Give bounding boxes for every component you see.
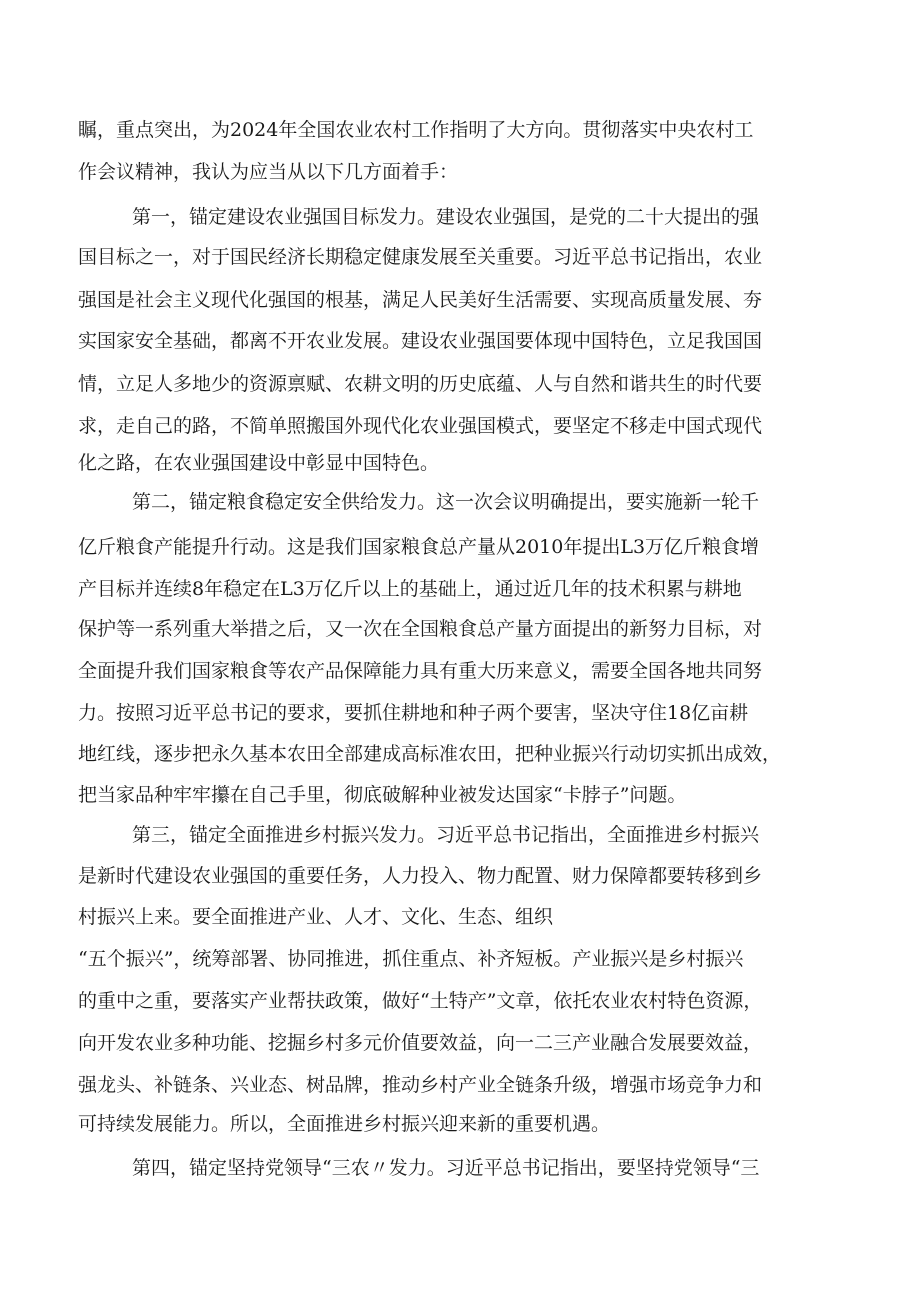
text-line: 把当家品种牢牢攥在自己手里，彻底破解种业被发达国家“卡脖子”问题。	[78, 784, 687, 806]
text-line: 强国是社会主义现代化强国的根基，满足人民美好生活需要、实现高质量发展、夯	[78, 289, 763, 311]
text-line: 瞩，重点突出，为2024年全国农业农村工作指明了大方向。贯彻落实中央农村工	[78, 119, 754, 141]
paragraph-first-line: 第三，锚定全面推进乡村振兴发力。习近平总书记指出，全面推进乡村振兴	[132, 824, 760, 846]
text-line: 可持续发展能力。所以，全面推进乡村振兴迎来新的重要机遇。	[78, 1113, 611, 1135]
paragraph-first-line: 第四，锚定坚持党领导“三农〃发力。习近平总书记指出，要坚持党领导“三	[132, 1157, 760, 1179]
text-line: 强龙头、补链条、兴业态、树品牌，推动乡村产业全链条升级，增强市场竞争力和	[78, 1074, 763, 1096]
text-line: 的重中之重，要落实产业帮扶政策，做好“土特产”文章，依托农业农村特色资源，	[78, 990, 763, 1012]
text-line: 亿斤粮食产能提升行动。这是我们国家粮食总产量从2010年提出L3万亿斤粮食增	[78, 536, 760, 558]
text-line: 向开发农业多种功能、挖掘乡村多元价值要效益，向一二三产业融合发展要效益，	[78, 1032, 763, 1054]
text-line: 情，立足人多地少的资源禀赋、农耕文明的历史底蕴、人与自然和谐共生的时代要	[78, 373, 763, 395]
text-line: 作会议精神，我认为应当从以下几方面着手：	[78, 161, 459, 183]
text-line: “五个振兴”，统筹部署、协同推进，抓住重点、补齐短板。产业振兴是乡村振兴	[78, 948, 744, 970]
paragraph-first-line: 第二，锚定粮食稳定安全供给发力。这一次会议明确提出，要实施新一轮千	[132, 491, 760, 513]
text-line: 求，走自己的路，不简单照搬国外现代化农业强国模式，要坚定不移走中国式现代	[78, 415, 763, 437]
text-line: 地红线，逐步把永久基本农田全部建成高标准农田，把种业振兴行动切实抓出成效，	[78, 743, 782, 765]
text-line: 实国家安全基础，都离不开农业发展。建设农业强国要体现中国特色，立足我国国	[78, 330, 763, 352]
text-line: 化之路，在农业强国建设中彰显中国特色。	[78, 452, 440, 474]
text-line: 全面提升我们国家粮食等农产品保障能力具有重大历来意义，需要全国各地共同努	[78, 660, 763, 682]
text-line: 产目标并连续8年稳定在L3万亿斤以上的基础上，通过近几年的技术积累与耕地	[78, 578, 742, 600]
text-line: 保护等一系列重大举措之后，又一次在全国粮食总产量方面提出的新努力目标，对	[78, 618, 763, 640]
text-line: 村振兴上来。要全面推进产业、人才、文化、生态、组织	[78, 906, 554, 928]
paragraph-first-line: 第一，锚定建设农业强国目标发力。建设农业强国，是党的二十大提出的强	[132, 206, 760, 228]
text-line: 国目标之一，对于国民经济长期稳定健康发展至关重要。习近平总书记指出，农业	[78, 246, 763, 268]
text-line: 是新时代建设农业强国的重要任务，人力投入、物力配置、财力保障都要转移到乡	[78, 865, 763, 887]
text-line: 力。按照习近平总书记的要求，要抓住耕地和种子两个要害，坚决守住18亿亩耕	[78, 702, 749, 724]
